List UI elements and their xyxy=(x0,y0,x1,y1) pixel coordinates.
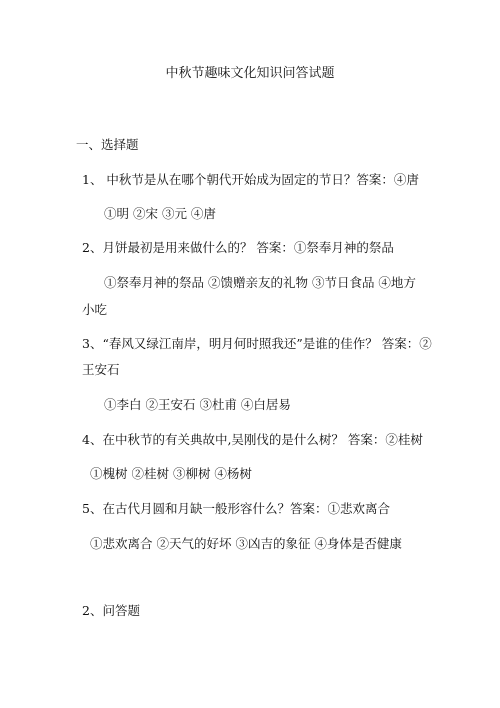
document-title: 中秋节趣味文化知识问答试题 xyxy=(165,66,335,81)
question-3: 3、“春风又绿江南岸，明月何时照我还”是谁的佳作？ 答案：② xyxy=(82,336,432,351)
question-2: 2、月饼最初是用来做什么的？ 答案：①祭奉月神的祭品 xyxy=(82,240,394,255)
section-heading-qa: 2、问答题 xyxy=(82,603,140,618)
question-3-options: ①李白 ②王安石 ③杜甫 ④白居易 xyxy=(104,397,291,412)
question-2-options: ①祭奉月神的祭品 ②馈赠亲友的礼物 ③节日食品 ④地方 xyxy=(104,275,416,290)
question-3-cont: 王安石 xyxy=(82,362,120,377)
question-4: 4、在中秋节的有关典故中,吴刚伐的是什么树？ 答案：②桂树 xyxy=(82,432,423,447)
section-heading-choice: 一、选择题 xyxy=(76,137,139,152)
question-5: 5、在古代月圆和月缺一般形容什么？答案：①悲欢离合 xyxy=(82,501,390,516)
question-5-options: ①悲欢离合 ②天气的好坏 ③凶吉的象征 ④身体是否健康 xyxy=(90,536,402,551)
question-4-options: ①槐树 ②桂树 ③柳树 ④杨树 xyxy=(90,466,252,481)
question-2-options-cont: 小吃 xyxy=(82,302,108,317)
question-1: 1、 中秋节是从在哪个朝代开始成为固定的节日？答案：④唐 xyxy=(82,172,419,187)
question-1-options: ①明 ②宋 ③元 ④唐 xyxy=(104,206,216,221)
